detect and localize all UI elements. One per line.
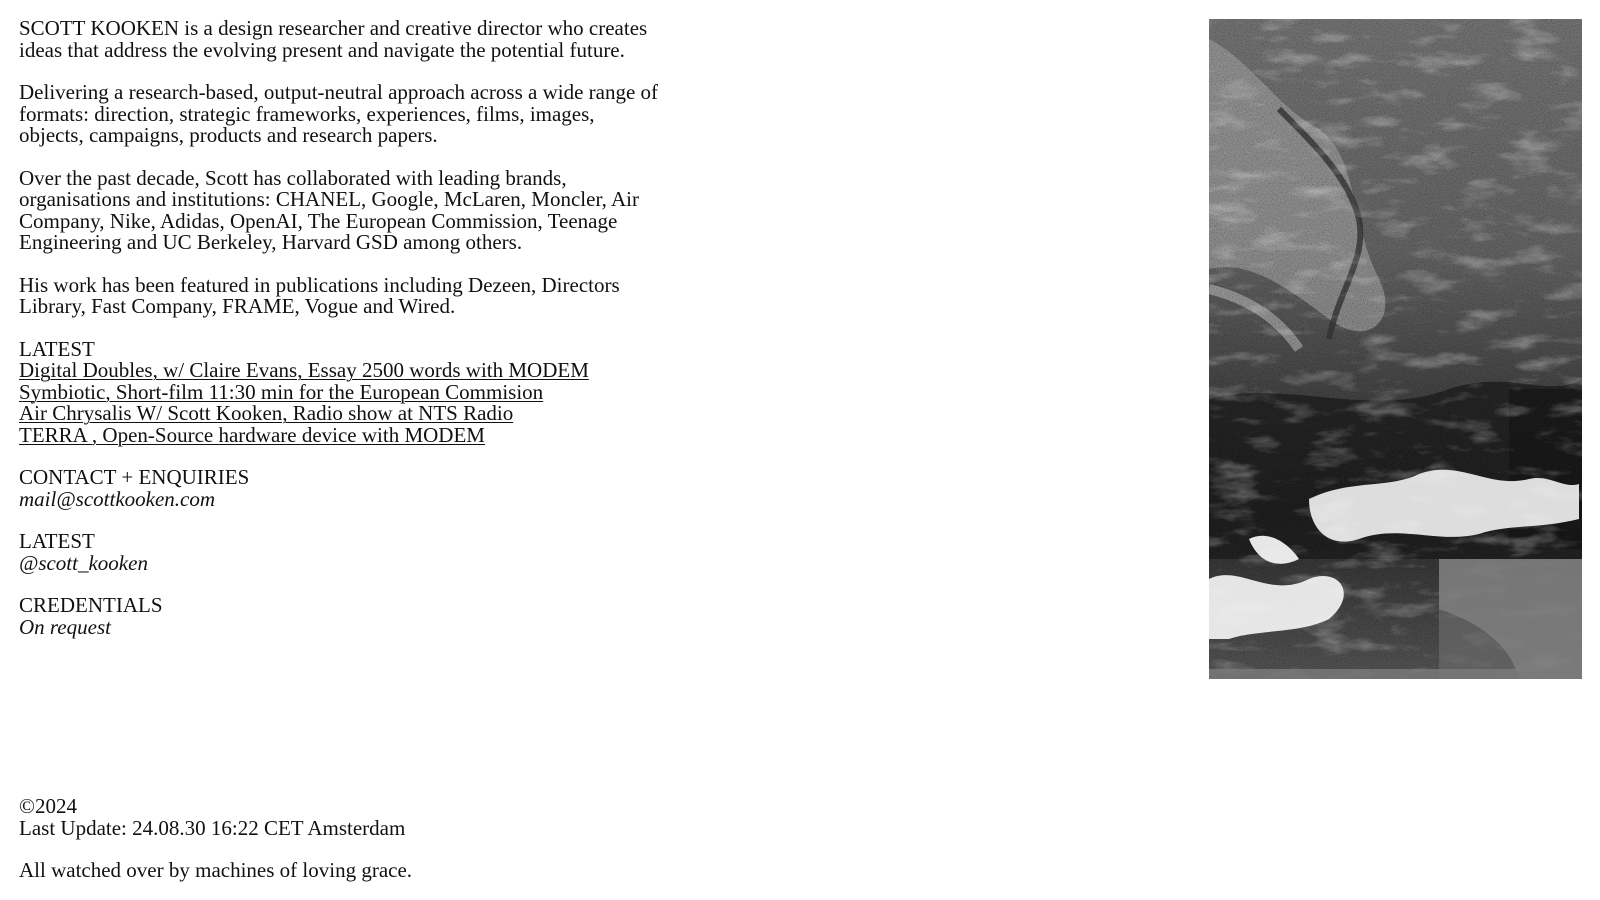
satellite-image-graphic: [1209, 19, 1582, 679]
tagline-text: All watched over by machines of loving grace.: [19, 858, 413, 882]
contact-email-link[interactable]: mail@scottkooken.com: [19, 486, 216, 511]
social-section: [19, 531, 659, 574]
bio-intro: SCOTT KOOKEN is a design researcher and creative director who creates ideas that address the evolving present and navigate the potential future.: [19, 16, 648, 62]
latest-section: [19, 336, 659, 447]
latest-link-digital-doubles[interactable]: Digital Doubles, w/ Claire Evans, Essay 2500 words with MODEM: [19, 358, 589, 382]
last-update-text: Last Update: 24.08.30 16:22 CET Amsterdam: [19, 815, 406, 840]
copyright-text: ©2024: [19, 794, 77, 818]
bio-collaborations: Over the past decade, Scott has collaborated with leading brands, organisations and institutions: CHANEL, Google, McLaren, Moncler, Air Company, Nike, Adidas, OpenAI, The European Commission, Teenage Engineering and UC Berkeley, Harvard GSD among others.: [19, 165, 639, 254]
contact-section: [19, 467, 659, 510]
page-footer: [19, 796, 619, 882]
latest-link-terra[interactable]: TERRA , Open-Source hardware device with MODEM: [19, 422, 485, 447]
latest-link-air-chrysalis[interactable]: Air Chrysalis W/ Scott Kooken, Radio show at NTS Radio: [19, 401, 514, 425]
main-content: [19, 18, 659, 659]
credentials-section: [19, 595, 659, 638]
credentials-value: On request: [19, 614, 111, 639]
social-heading: LATEST: [19, 529, 95, 553]
credentials-heading: CREDENTIALS: [19, 593, 163, 617]
contact-heading: CONTACT + ENQUIRIES: [19, 465, 250, 489]
latest-heading: LATEST: [19, 336, 95, 361]
bio-approach: Delivering a research-based, output-neutral approach across a wide range of formats: direction, strategic frameworks, experiences, films, images, objects, campaigns, products and research papers.: [19, 80, 659, 147]
satellite-landscape-image: [1209, 19, 1582, 679]
social-handle-link[interactable]: @scott_kooken: [19, 550, 148, 575]
latest-link-symbiotic[interactable]: Symbiotic, Short-film 11:30 min for the European Commision: [19, 379, 544, 404]
bio-publications: His work has been featured in publications including Dezeen, Directors Library, Fast Company, FRAME, Vogue and Wired.: [19, 272, 620, 318]
